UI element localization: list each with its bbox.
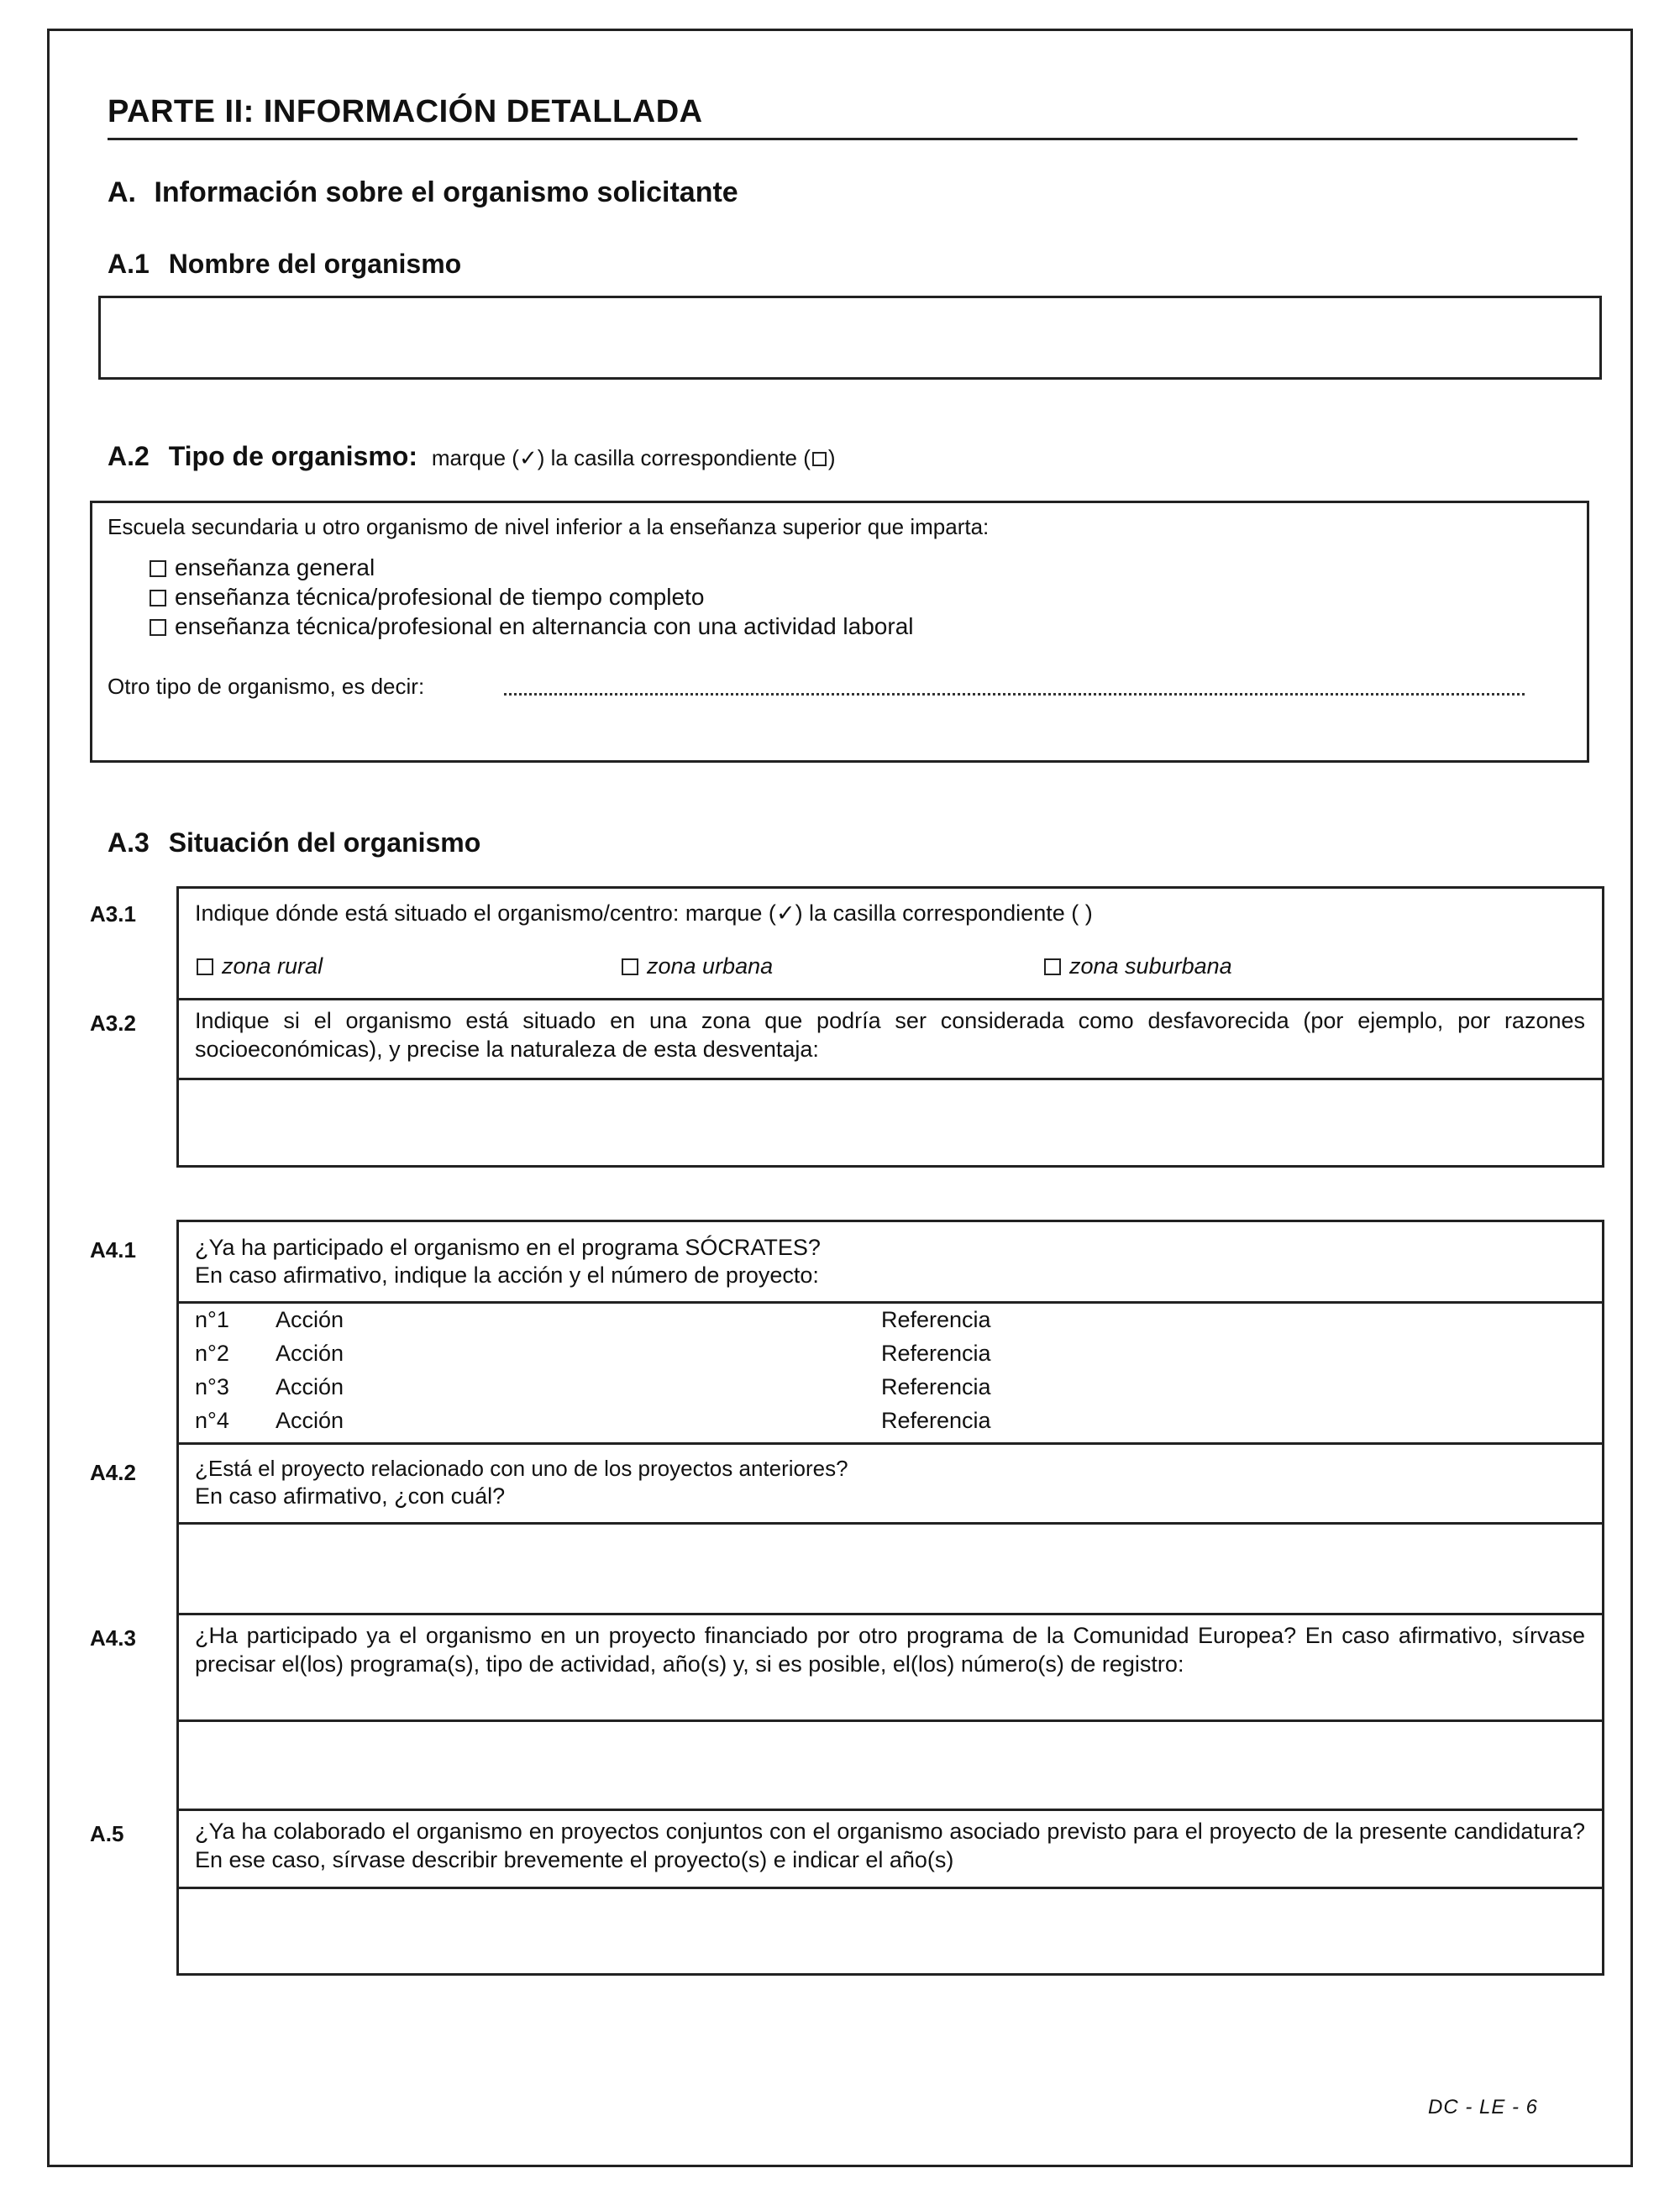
disadvantage-answer-field[interactable] xyxy=(179,1082,1602,1164)
a1-title: Nombre del organismo xyxy=(168,249,462,279)
a32-label: A3.2 xyxy=(90,1011,136,1036)
type-option-label: enseñanza general xyxy=(175,554,375,580)
zone-label: zona urbana xyxy=(647,953,774,979)
a42-question-line2: En caso afirmativo, ¿con cuál? xyxy=(195,1483,506,1509)
project-row-reference: Referencia xyxy=(881,1341,991,1366)
divider xyxy=(176,1301,1604,1304)
a3-heading xyxy=(108,827,480,858)
a41-question-line1: ¿Ya ha participado el organismo en el programa SÓCRATES? xyxy=(195,1235,821,1260)
a42-question-line1: ¿Está el proyecto relacionado con uno de los proyectos anteriores? xyxy=(195,1456,848,1481)
section-a-letter: A. xyxy=(108,176,136,208)
other-programmes-answer-field[interactable] xyxy=(179,1724,1602,1806)
project-row-reference: Referencia xyxy=(881,1307,991,1332)
a41-question-line2: En caso afirmativo, indique la acción y el número de proyecto: xyxy=(195,1263,819,1288)
divider xyxy=(176,1613,1604,1615)
type-option-label: enseñanza técnica/profesional de tiempo completo xyxy=(175,584,705,610)
a5-question: ¿Ya ha colaborado el organismo en proyectos conjuntos con el organismo asociado previsto para el proyecto de la presente candidatura? En ese caso, sírvase describir brevemente el proyecto(s) e indicar el año(s) xyxy=(195,1819,1585,1872)
a31-question xyxy=(195,900,1093,927)
joint-projects-answer-field[interactable] xyxy=(179,1891,1602,1973)
project-row-number: n°4 xyxy=(195,1408,229,1433)
a41-label: A4.1 xyxy=(90,1237,136,1263)
project-row-number: n°3 xyxy=(195,1374,229,1399)
checkmark-icon: ✓ xyxy=(518,445,538,470)
checkbox[interactable] xyxy=(622,958,638,975)
type-option-label: enseñanza técnica/profesional en alternancia con una actividad laboral xyxy=(175,613,914,639)
checkbox[interactable] xyxy=(150,560,166,577)
a2-heading xyxy=(108,441,836,472)
a2-instruction-mid: ) la casilla correspondiente ( xyxy=(537,445,811,470)
a43-question: ¿Ha participado ya el organismo en un proyecto financiado por otro programa de la Comunidad Europea? En caso afirmativo, sírvase precisar el(los) programa(s), tipo de actividad, año(s) y, si es posible, el(los) número(s) de registro: xyxy=(195,1623,1585,1677)
a2-title: Tipo de organismo: xyxy=(168,441,417,471)
a2-instruction xyxy=(432,445,836,470)
zone-suburban-option[interactable] xyxy=(1044,953,1232,979)
divider xyxy=(176,1522,1604,1525)
project-row-action: Acción xyxy=(276,1307,344,1332)
zone-rural-option[interactable] xyxy=(197,953,323,979)
divider xyxy=(176,1887,1604,1889)
a2-intro: Escuela secundaria u otro organismo de nivel inferior a la enseñanza superior que imparta: xyxy=(108,514,990,539)
section-a-title: Información sobre el organismo solicitante xyxy=(154,176,738,208)
a31-label: A3.1 xyxy=(90,901,136,927)
project-row-reference: Referencia xyxy=(881,1408,991,1433)
checkbox-sample-icon xyxy=(812,452,827,466)
a2-instruction-post: ) xyxy=(827,445,836,470)
a1-heading xyxy=(108,249,461,280)
project-row-reference: Referencia xyxy=(881,1374,991,1399)
type-option-technical-fulltime[interactable] xyxy=(150,584,704,611)
divider xyxy=(176,1719,1604,1722)
a3-number: A.3 xyxy=(108,827,150,858)
divider xyxy=(176,1078,1604,1080)
related-project-answer-field[interactable] xyxy=(179,1526,1602,1610)
project-row-action: Acción xyxy=(276,1341,344,1366)
project-row-number: n°2 xyxy=(195,1341,229,1366)
a3-title: Situación del organismo xyxy=(168,827,481,858)
type-option-technical-alternating[interactable] xyxy=(150,613,913,640)
a31-question-post: ) la casilla correspondiente ( ) xyxy=(795,900,1093,926)
other-type-input[interactable] xyxy=(504,676,1525,696)
other-type-label: Otro tipo de organismo, es decir: xyxy=(108,674,425,699)
a32-question: Indique si el organismo está situado en una zona que podría ser considerada como desfavorecida (por ejemplo, por razones socioeconómicas), y precise la naturaleza de esta desventaja: xyxy=(195,1008,1585,1062)
project-row-action: Acción xyxy=(276,1408,344,1433)
a42-label: A4.2 xyxy=(90,1460,136,1485)
a5-label: A.5 xyxy=(90,1821,124,1846)
zone-label: zona rural xyxy=(222,953,323,979)
divider xyxy=(176,1442,1604,1445)
checkbox[interactable] xyxy=(197,958,213,975)
a43-label: A4.3 xyxy=(90,1625,136,1651)
zone-urban-option[interactable] xyxy=(622,953,773,979)
divider xyxy=(176,998,1604,1000)
project-row-number: n°1 xyxy=(195,1307,229,1332)
section-a-heading xyxy=(108,176,738,209)
checkbox[interactable] xyxy=(150,590,166,606)
a2-instruction-pre: marque ( xyxy=(431,445,519,470)
zone-label: zona suburbana xyxy=(1069,953,1232,979)
a31-question-pre: Indique dónde está situado el organismo/centro: marque ( xyxy=(195,900,776,926)
divider xyxy=(176,1809,1604,1811)
checkmark-icon: ✓ xyxy=(775,900,795,926)
part-title: PARTE II: INFORMACIÓN DETALLADA xyxy=(108,94,703,129)
checkbox[interactable] xyxy=(150,619,166,636)
type-option-general[interactable] xyxy=(150,554,375,581)
organization-name-field[interactable] xyxy=(98,296,1602,380)
a1-number: A.1 xyxy=(108,249,150,279)
title-underline xyxy=(108,138,1578,140)
a2-number: A.2 xyxy=(108,441,150,471)
project-row-action: Acción xyxy=(276,1374,344,1399)
page-code: DC - LE - 6 xyxy=(1428,2096,1539,2118)
checkbox[interactable] xyxy=(1044,958,1061,975)
